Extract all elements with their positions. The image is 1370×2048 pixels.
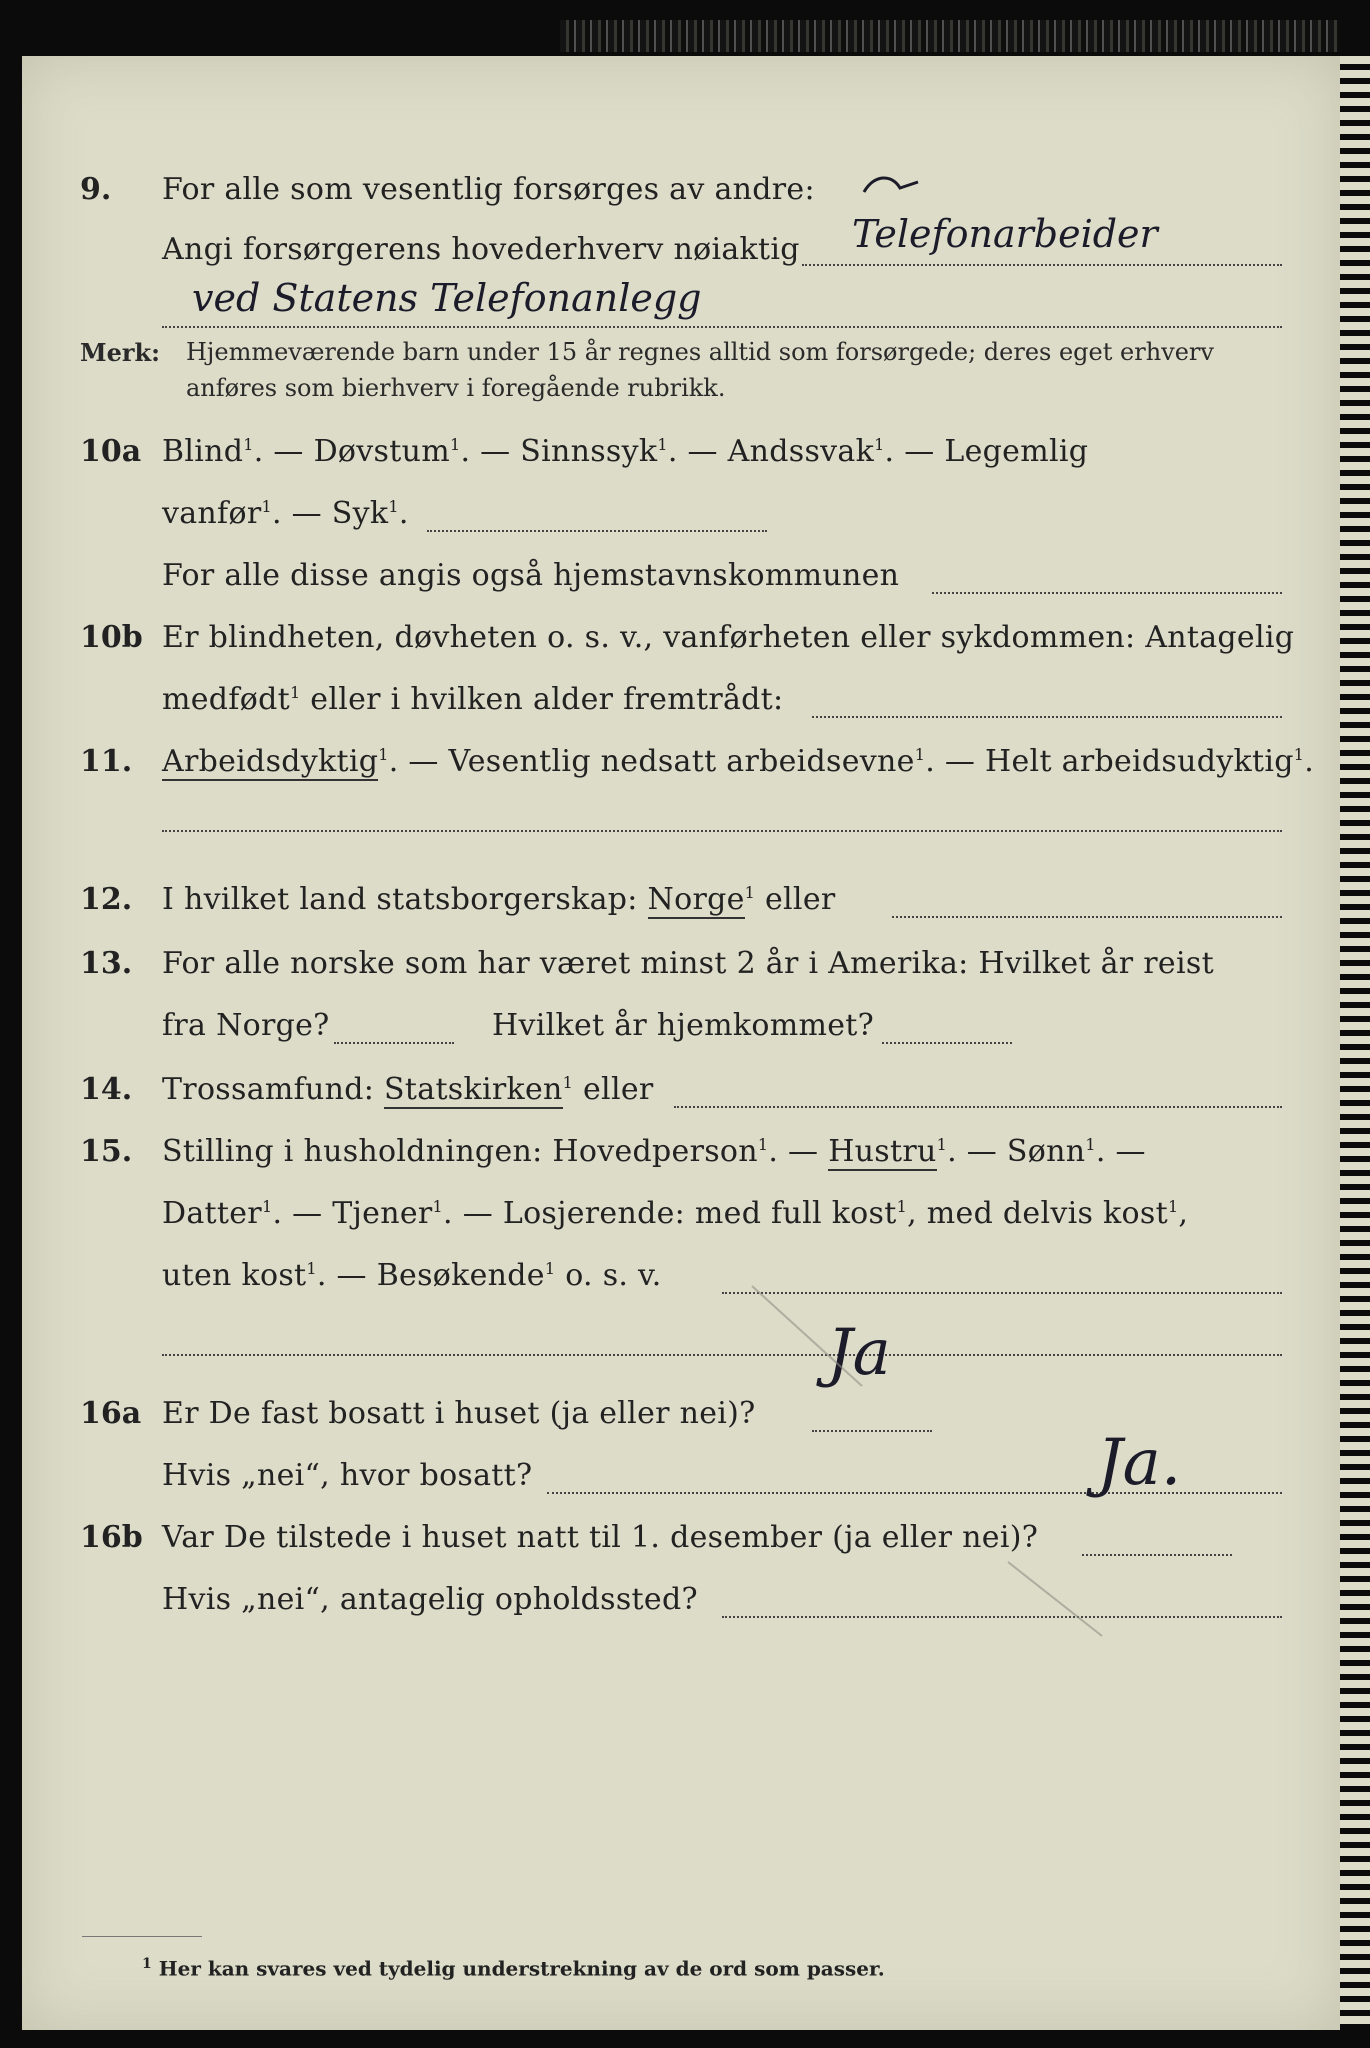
q13-line1 — [22, 940, 1340, 990]
opt-vanfor: vanfør — [162, 496, 262, 531]
q12-question: I hvilket land statsborgerskap: — [162, 882, 638, 917]
q12-line: 12. I hvilket land statsborgerskap: Norge$^1$ eller — [22, 876, 1340, 926]
merk-text-1: Hjemmeværende barn under 15 år regnes alltid som forsørgede; deres eget erhverv — [186, 338, 1214, 366]
q16b-line2 — [22, 1576, 1340, 1626]
q10a-line2: vanfør$^1$. — Syk$^1$. — [22, 490, 1340, 540]
q16b-question: Var De tilstede i huset natt til 1. desember (ja eller nei)? — [162, 1520, 1039, 1555]
q16a-answer: Ja — [827, 1316, 891, 1390]
q16a-question: Er De fast bosatt i huset (ja eller nei)? — [162, 1396, 756, 1431]
q9-question-2: Angi forsørgerens hovederhverv nøiaktig — [162, 232, 800, 267]
footnote-text: Her kan svares ved tydelig understrekning av de ord som passer. — [158, 1956, 885, 1981]
q9-number: 9. — [80, 172, 112, 207]
opt-hustru: Hustru — [828, 1134, 937, 1169]
q11-line1: 11. Arbeidsdyktig$^1$. — Vesentlig nedsatt arbeidsevne$^1$. — Helt arbeidsudyktig$^1$. — [80, 744, 1315, 779]
q16b-answer: Ja. — [1097, 1426, 1182, 1500]
dash-mark-icon — [862, 170, 922, 200]
q16a-hvor: Hvis „nei“, hvor bosatt? — [162, 1458, 533, 1493]
pencil-stroke-icon — [742, 1276, 882, 1396]
opt-sonn: Sønn — [1006, 1134, 1086, 1169]
q14-line: 14. Trossamfund: Statskirken$^1$ eller — [22, 1066, 1340, 1116]
q15-number: 15. — [80, 1134, 133, 1169]
q10a-line1: 10a Blind$^1$. — Døvstum$^1$. — Sinnssyk$^1$. — Andssvak$^1$. — Legemlig — [80, 434, 1089, 469]
q10b-alder: eller i hvilken alder fremtrådt: — [310, 682, 784, 717]
opt-hovedperson: Hovedperson — [552, 1134, 758, 1169]
q14-question: Trossamfund: — [162, 1072, 375, 1107]
q11-number: 11. — [80, 744, 133, 779]
q16a-number: 16a — [80, 1396, 142, 1431]
q10b-number: 10b — [80, 620, 143, 655]
opt-norge: Norge — [647, 882, 745, 917]
pencil-stroke-icon-2 — [1002, 1556, 1112, 1646]
q13-question: For alle norske som har været minst 2 år i Amerika: Hvilket år reist — [162, 946, 1214, 981]
q9-answer-occupation: Telefonarbeider — [852, 212, 1158, 256]
q9-question: For alle som vesentlig forsørges av andre: — [162, 172, 815, 207]
merk-text-2: anføres som bierhverv i foregående rubrikk. — [186, 374, 726, 402]
q15-line3: uten kost$^1$. — Besøkende$^1$ o. s. v. — [22, 1252, 1340, 1302]
opt-legemlig: Legemlig — [944, 434, 1089, 469]
opt-syk: Syk — [331, 496, 389, 531]
q13-line2 — [22, 1002, 1340, 1052]
q10b-line1 — [22, 614, 1340, 664]
opt-blind: Blind — [162, 434, 244, 469]
q12-number: 12. — [80, 882, 133, 917]
opt-arbeidsdyktig: Arbeidsdyktig — [162, 744, 379, 779]
census-form-sheet: 9. For alle som vesentlig forsørges av andre: Angi forsørgerens hovederhverv nøiaktig Telefonarbeider ved Statens Telefonanlegg Merk: Hjemmeværende barn under 15 år regnes alltid som forsørgede; deres eget erhverv anføres som bierhverv i foregående rubrikk. 10a Blind$^1$. — Døvstum$^1$. — Sinnssyk$^1$. — Andssvak$^1$. — Legemlig vanfør$^1$. — Syk$^1$. For alle disse angis også hjemstavnskommunen 10b Er blindheten, døvheten o. s. v., vanførheten eller sykdommen: Antagelig medfødt$^1$ eller i hvilken alder fremtrådt: 11. Arbeidsdyktig$^1$. — Vesentlig nedsatt arbeidsevne$^1$. — Helt arbeidsudyktig$^1$. 12. I hvilket land statsborgerskap: Norge$^1$ eller 13. For alle norske som har været minst 2 år i Amerika: Hvilket år reist fra Norge? Hvilket år hjemkommet? 14. Trossamfund: Statskirken$^1$ eller 15. Stilling i husholdningen: Hovedperson$^1$. — Hustru$^1$. — Sønn$^1$. — Datter$^1$. — Tjener$^1$. — Losjerende: med full kost$^1$, med delvis kost$^1$, uten kost$^1$. — Besøkende$^1$ o. s. v. 16a Er De fast bosatt i huset (ja eller nei)? Ja Hvis „nei“, hvor bosatt? 16b Var De tilstede i huset natt til 1. desember (ja eller nei)? Ja. Hvis „nei“, antagelig opholdssted? $^1$ Her kan svares ved tydelig understrekning av de ord som passer. — [22, 56, 1340, 2030]
opt-andssvak: Andssvak — [727, 434, 875, 469]
q15-line1: 15. Stilling i husholdningen: Hovedperson$^1$. — Hustru$^1$. — Sønn$^1$. — — [80, 1134, 1146, 1169]
q10b-question: Er blindheten, døvheten o. s. v., vanførheten eller sykdommen: Antagelig — [162, 620, 1295, 655]
opt-udyktig: Helt arbeidsudyktig — [985, 744, 1294, 779]
merk-label: Merk: — [80, 338, 160, 367]
opt-tjener: Tjener — [332, 1196, 433, 1231]
opt-sinnssyk: Sinnssyk — [520, 434, 658, 469]
q9-line1 — [22, 166, 1340, 216]
perforated-edge — [1340, 56, 1370, 2030]
opt-dovstum: Døvstum — [313, 434, 450, 469]
q16b-number: 16b — [80, 1520, 143, 1555]
q10a-line3 — [22, 552, 1340, 602]
opt-nedsatt: Vesentlig nedsatt arbeidsevne — [448, 744, 915, 779]
q16b-line1 — [22, 1514, 1340, 1564]
q10a-number: 10a — [80, 434, 142, 469]
opt-statskirken: Statskirken — [384, 1072, 563, 1107]
opt-delvis-kost: med delvis kost — [926, 1196, 1168, 1231]
opt-full-kost: med full kost — [694, 1196, 897, 1231]
q13-number: 13. — [80, 946, 133, 981]
q10b-line2: medfødt$^1$ eller i hvilken alder fremtrådt: — [22, 676, 1340, 726]
q13-reist: fra Norge? — [162, 1008, 330, 1043]
q16b-opholdssted: Hvis „nei“, antagelig opholdssted? — [162, 1582, 698, 1617]
q13-hjemkommet: Hvilket år hjemkommet? — [492, 1008, 875, 1043]
q14-number: 14. — [80, 1072, 133, 1107]
top-edge-strip — [560, 20, 1340, 52]
opt-medfodt: medfødt — [162, 682, 290, 717]
q9-answer-employer: ved Statens Telefonanlegg — [192, 276, 702, 320]
q10a-hjemstavn: For alle disse angis også hjemstavnskommunen — [162, 558, 900, 593]
opt-datter: Datter — [162, 1196, 262, 1231]
q15-line2: Datter$^1$. — Tjener$^1$. — Losjerende: med full kost$^1$, med delvis kost$^1$, — [162, 1196, 1189, 1231]
opt-uten-kost: uten kost — [162, 1258, 307, 1293]
opt-besokende: Besøkende — [376, 1258, 545, 1293]
